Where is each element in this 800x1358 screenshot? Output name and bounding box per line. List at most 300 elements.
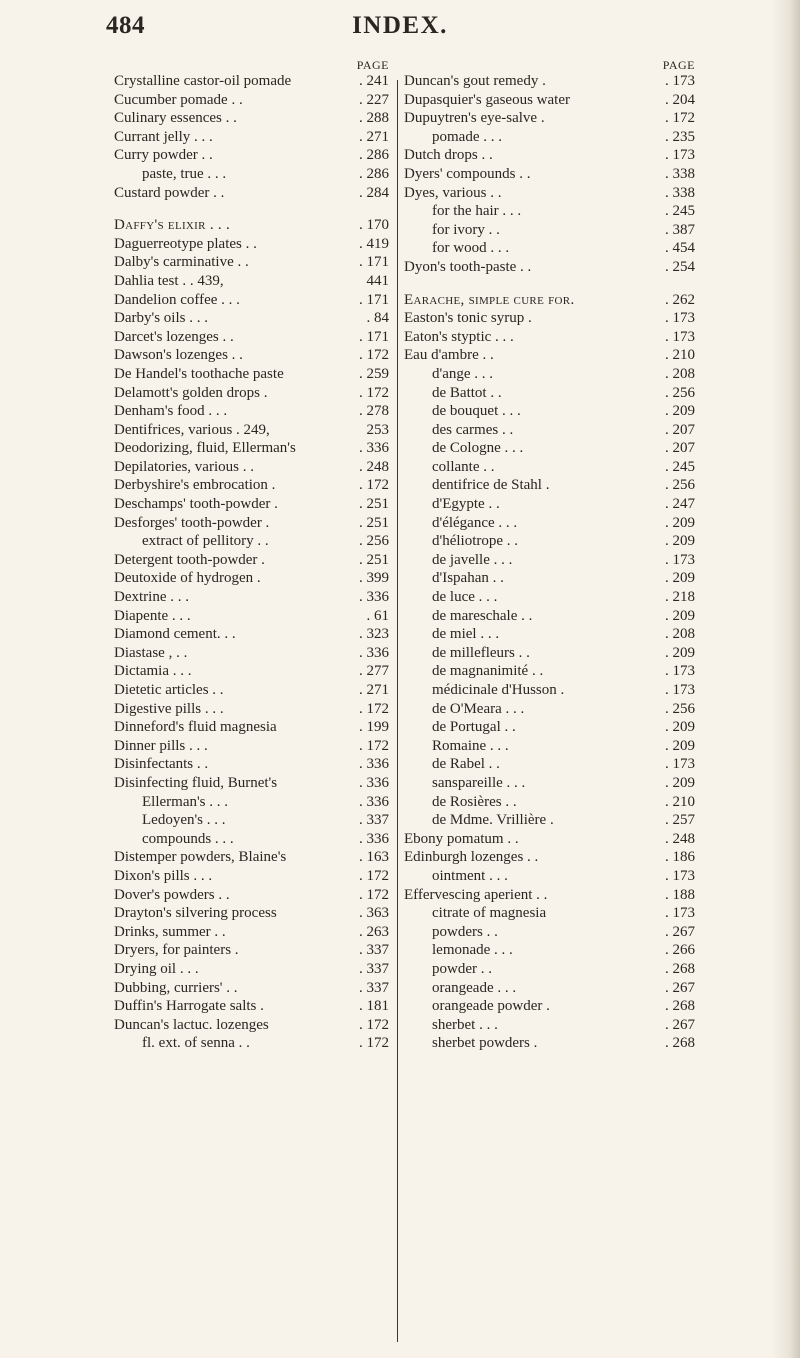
entry-text: des carmes . .	[432, 421, 514, 438]
entry-page-number: . 235	[665, 128, 695, 145]
entry-text: Disinfectants . .	[114, 756, 209, 773]
entry-page-number: . 271	[359, 128, 389, 145]
entry-text: Easton's tonic syrup .	[404, 310, 532, 327]
index-entry	[114, 923, 389, 942]
entry-text: Duncan's gout remedy .	[404, 73, 546, 89]
index-entry	[404, 291, 695, 310]
entry-text: d'ange . . .	[432, 365, 494, 382]
entry-page-number: . 337	[359, 942, 389, 959]
index-entry	[404, 109, 695, 128]
index-entry	[114, 979, 389, 998]
entry-page-number: . 267	[665, 1016, 695, 1033]
index-entry	[404, 979, 695, 998]
entry-text: citrate of magnesia	[432, 905, 547, 922]
entry-page-number: . 209	[665, 570, 695, 587]
entry-page-number: . 245	[665, 458, 695, 475]
index-entry	[404, 1016, 695, 1035]
entry-page-number: . 208	[665, 365, 695, 382]
entry-page-number: . 251	[359, 551, 389, 568]
index-entry	[404, 165, 695, 184]
index-entry	[404, 830, 695, 849]
entry-text: powder . .	[432, 960, 492, 977]
index-entry	[404, 941, 695, 960]
index-entry	[114, 128, 389, 147]
entry-text: Dahlia test . . 439,	[114, 272, 224, 289]
index-entry	[114, 644, 389, 663]
entry-page-number: . 251	[359, 514, 389, 531]
entry-page-number: . 337	[359, 979, 389, 996]
entry-page-number: . 173	[665, 551, 695, 568]
entry-page-number: . 209	[665, 403, 695, 420]
entry-text: for ivory . .	[432, 221, 500, 238]
index-entry	[114, 681, 389, 700]
entry-text: Dawson's lozenges . .	[114, 347, 243, 364]
entry-text: Effervescing aperient . .	[404, 886, 548, 903]
entry-page-number: . 337	[359, 960, 389, 977]
entry-text: Drinks, summer . .	[114, 923, 226, 940]
entry-text: Eau d'ambre . .	[404, 347, 494, 364]
entry-text: for the hair . . .	[432, 203, 522, 220]
entry-text: de millefleurs . .	[432, 644, 530, 661]
index-entry	[404, 514, 695, 533]
entry-page-number: . 336	[359, 440, 389, 457]
entry-text: Ebony pomatum . .	[404, 830, 519, 847]
entry-text: Dalby's carminative . .	[114, 254, 249, 271]
entry-page-number: . 336	[359, 774, 389, 791]
entry-page-number: . 218	[665, 589, 695, 606]
index-entry	[114, 737, 389, 756]
index-entry	[114, 384, 389, 403]
entry-page-number: . 266	[665, 942, 695, 959]
entry-text: pomade . . .	[432, 128, 502, 145]
index-entry	[114, 514, 389, 533]
entry-text: powders . .	[432, 923, 498, 940]
index-entry	[114, 830, 389, 849]
entry-text: Drayton's silvering process	[114, 905, 277, 922]
entry-page-number: . 251	[359, 496, 389, 513]
entry-text: de O'Meara . . .	[432, 700, 525, 717]
entry-text: Dyes, various . .	[404, 184, 502, 201]
entry-text: sherbet powders .	[432, 1035, 538, 1052]
entry-page-number: . 256	[665, 384, 695, 401]
section-gap	[114, 202, 389, 216]
index-entry	[114, 109, 389, 128]
entry-text: d'Egypte . .	[432, 496, 500, 513]
entry-page-number: . 172	[359, 867, 389, 884]
entry-text: Duffin's Harrogate salts .	[114, 998, 264, 1015]
entry-text: Delamott's golden drops .	[114, 384, 268, 401]
entry-page-number: . 172	[359, 347, 389, 364]
index-entry	[404, 848, 695, 867]
entry-page-number: . 173	[665, 328, 695, 345]
entry-page-number: . 254	[665, 258, 695, 275]
entry-page-number: 441	[366, 272, 389, 289]
index-entry	[114, 904, 389, 923]
entry-text: Dentifrices, various . 249,	[114, 421, 270, 438]
entry-page-number: . 268	[665, 960, 695, 977]
entry-text: for wood . . .	[432, 240, 510, 257]
entry-text: orangeade . . .	[432, 979, 517, 996]
entry-page-number: . 336	[359, 756, 389, 773]
index-entry	[404, 476, 695, 495]
entry-text: Distemper powders, Blaine's	[114, 849, 287, 866]
entry-text: Edinburgh lozenges . .	[404, 849, 539, 866]
index-entry	[114, 1016, 389, 1035]
entry-page-number: . 248	[359, 458, 389, 475]
entry-page-number: . 267	[665, 923, 695, 940]
entry-text: de mareschale . .	[432, 607, 533, 624]
entry-page-number: . 173	[665, 73, 695, 89]
entry-page-number: . 181	[359, 998, 389, 1015]
index-entry	[114, 235, 389, 254]
index-entry	[114, 625, 389, 644]
index-entry	[404, 309, 695, 328]
index-entry	[114, 718, 389, 737]
entry-page-number: 253	[366, 421, 389, 438]
index-entry	[114, 346, 389, 365]
entry-page-number: . 209	[665, 533, 695, 550]
entry-text: Eaton's styptic . . .	[404, 328, 514, 345]
entry-page-number: . 241	[359, 73, 389, 89]
index-entry	[404, 681, 695, 700]
entry-text: ointment . . .	[432, 867, 508, 884]
entry-text: Diapente . . .	[114, 607, 191, 624]
running-title: INDEX.	[352, 12, 448, 39]
entry-page-number: . 256	[665, 477, 695, 494]
entry-page-number: . 286	[359, 147, 389, 164]
entry-page-number: . 209	[665, 774, 695, 791]
index-entry	[114, 867, 389, 886]
entry-page-number: . 387	[665, 221, 695, 238]
index-entry	[114, 811, 389, 830]
entry-text: Dandelion coffee . . .	[114, 291, 240, 308]
entry-text: d'Ispahan . .	[432, 570, 504, 587]
entry-text: Detergent tooth-powder .	[114, 551, 265, 568]
entry-page-number: . 172	[359, 737, 389, 754]
entry-page-number: . 454	[665, 240, 695, 257]
entry-page-number: . 173	[665, 756, 695, 773]
index-entry	[114, 755, 389, 774]
entry-page-number: . 170	[359, 217, 389, 234]
index-entry	[404, 607, 695, 626]
entry-text: Desforges' tooth-powder .	[114, 514, 270, 531]
entry-page-number: . 337	[359, 812, 389, 829]
index-entry	[114, 165, 389, 184]
section-gap	[404, 277, 695, 291]
entry-text: de Portugal . .	[432, 719, 516, 736]
entry-text: Dutch drops . .	[404, 147, 493, 164]
entry-page-number: . 278	[359, 403, 389, 420]
index-entry	[114, 886, 389, 905]
index-entry	[404, 774, 695, 793]
entry-text: d'héliotrope . .	[432, 533, 519, 550]
entry-text: Dinner pills . . .	[114, 737, 208, 754]
entry-text: Crystalline castor-oil pomade	[114, 73, 292, 89]
index-entry	[404, 258, 695, 277]
index-entry	[114, 309, 389, 328]
entry-text: Earache, simple cure for.	[404, 291, 575, 308]
index-entry	[114, 848, 389, 867]
page-number: 484	[106, 12, 145, 39]
entry-page-number: . 263	[359, 923, 389, 940]
entry-text: sherbet . . .	[432, 1016, 498, 1033]
entry-page-number: . 336	[359, 589, 389, 606]
entry-page-number: . 171	[359, 291, 389, 308]
entry-text: de Rabel . .	[432, 756, 500, 773]
index-entry	[114, 253, 389, 272]
entry-page-number: . 323	[359, 626, 389, 643]
index-entry	[404, 221, 695, 240]
entry-text: Ledoyen's . . .	[142, 812, 226, 829]
entry-page-number: . 259	[359, 365, 389, 382]
entry-text: Currant jelly . . .	[114, 128, 213, 145]
index-entry	[404, 72, 695, 91]
index-entry	[404, 718, 695, 737]
page-column-label: PAGE	[662, 58, 695, 72]
index-entry	[114, 402, 389, 421]
entry-text: Dover's powders . .	[114, 886, 230, 903]
index-entry	[114, 1034, 389, 1053]
index-entry	[404, 421, 695, 440]
entry-page-number: . 336	[359, 793, 389, 810]
entry-text: Denham's food . . .	[114, 403, 228, 420]
entry-page-number: . 257	[665, 812, 695, 829]
index-entry	[114, 569, 389, 588]
entry-page-number: . 267	[665, 979, 695, 996]
index-entry	[404, 644, 695, 663]
index-entry	[404, 737, 695, 756]
entry-text: lemonade . . .	[432, 942, 513, 959]
index-entry	[404, 439, 695, 458]
entry-page-number: . 209	[665, 607, 695, 624]
index-entry	[404, 904, 695, 923]
index-entry	[114, 421, 389, 440]
index-entry	[114, 532, 389, 551]
entry-page-number: . 284	[359, 184, 389, 201]
entry-page-number: . 209	[665, 737, 695, 754]
index-entry	[114, 439, 389, 458]
index-entry	[404, 532, 695, 551]
index-entry	[114, 146, 389, 165]
index-entry	[404, 184, 695, 203]
entry-text: Disinfecting fluid, Burnet's	[114, 774, 278, 791]
index-entry	[404, 588, 695, 607]
entry-text: Depilatories, various . .	[114, 458, 254, 475]
entry-text: de Battot . .	[432, 384, 502, 401]
entry-page-number: . 207	[665, 421, 695, 438]
entry-page-number: . 271	[359, 682, 389, 698]
entry-text: de Cologne . . .	[432, 440, 524, 457]
entry-text: Culinary essences . .	[114, 110, 237, 127]
entry-text: Dubbing, curriers' . .	[114, 979, 238, 996]
entry-page-number: . 173	[665, 867, 695, 884]
index-entry	[114, 216, 389, 235]
entry-page-number: . 363	[359, 905, 389, 922]
index-entry	[114, 476, 389, 495]
entry-page-number: . 399	[359, 570, 389, 587]
entry-text: Custard powder . .	[114, 184, 225, 201]
entry-text: collante . .	[432, 458, 495, 475]
index-entry	[404, 365, 695, 384]
entry-page-number: . 209	[665, 644, 695, 661]
index-entry	[404, 458, 695, 477]
entry-page-number: . 172	[359, 886, 389, 903]
index-entry	[404, 128, 695, 147]
entry-page-number: . 268	[665, 1035, 695, 1052]
entry-text: Deodorizing, fluid, Ellerman's	[114, 440, 296, 457]
entry-text: de miel . . .	[432, 626, 500, 643]
entry-page-number: . 204	[665, 91, 695, 108]
page-header	[0, 10, 800, 50]
index-entry	[404, 923, 695, 942]
entry-text: Dyon's tooth-paste . .	[404, 258, 532, 275]
index-entry	[114, 607, 389, 626]
entry-page-number: . 84	[366, 310, 389, 327]
index-entry	[114, 774, 389, 793]
entry-page-number: . 209	[665, 719, 695, 736]
entry-page-number: . 186	[665, 849, 695, 866]
entry-page-number: . 268	[665, 998, 695, 1015]
entry-text: Dupasquier's gaseous water	[404, 91, 570, 108]
index-entry	[404, 886, 695, 905]
entry-page-number: . 419	[359, 235, 389, 252]
entry-page-number: . 227	[359, 91, 389, 108]
column-divider	[397, 80, 398, 1342]
entry-page-number: . 171	[359, 328, 389, 345]
index-entry	[404, 997, 695, 1016]
entry-text: fl. ext. of senna . .	[142, 1035, 250, 1052]
entry-text: Daffy's elixir . . .	[114, 217, 231, 234]
entry-page-number: . 199	[359, 719, 389, 736]
entry-page-number: . 173	[665, 310, 695, 327]
entry-page-number: . 163	[359, 849, 389, 866]
index-entry	[114, 997, 389, 1016]
entry-page-number: . 207	[665, 440, 695, 457]
entry-page-number: . 286	[359, 165, 389, 182]
entry-page-number: . 210	[665, 347, 695, 364]
index-entry	[404, 700, 695, 719]
entry-page-number: . 173	[665, 682, 695, 698]
entry-text: Deschamps' tooth-powder .	[114, 496, 278, 513]
entry-text: Romaine . . .	[432, 737, 509, 754]
entry-text: Dupuytren's eye-salve .	[404, 110, 545, 127]
entry-page-number: . 172	[359, 700, 389, 717]
entry-text: De Handel's toothache paste	[114, 365, 284, 382]
entry-page-number: . 173	[665, 905, 695, 922]
entry-text: Dixon's pills . . .	[114, 867, 213, 884]
index-entry	[114, 551, 389, 570]
entry-text: Diamond cement. . .	[114, 626, 236, 643]
index-column-right	[404, 58, 695, 1053]
entry-text: Daguerreotype plates . .	[114, 235, 257, 252]
entry-text: Diastase , . .	[114, 644, 188, 661]
index-entry	[404, 146, 695, 165]
entry-text: Curry powder . .	[114, 147, 213, 164]
entry-text: Dyers' compounds . .	[404, 165, 531, 182]
index-entry	[404, 867, 695, 886]
entry-page-number: . 171	[359, 254, 389, 271]
index-entry	[404, 793, 695, 812]
entry-page-number: . 172	[359, 1016, 389, 1033]
index-entry	[114, 495, 389, 514]
entry-page-number: . 288	[359, 110, 389, 127]
entry-text: Darcet's lozenges . .	[114, 328, 234, 345]
entry-text: Dryers, for painters .	[114, 942, 239, 959]
entry-text: de Mdme. Vrillière .	[432, 812, 554, 829]
entry-text: Digestive pills . . .	[114, 700, 224, 717]
index-entry	[404, 569, 695, 588]
index-entry	[114, 941, 389, 960]
index-entry	[404, 384, 695, 403]
index-entry	[114, 588, 389, 607]
entry-page-number: . 172	[359, 477, 389, 494]
index-entry	[114, 328, 389, 347]
index-entry	[114, 365, 389, 384]
index-entry	[404, 328, 695, 347]
entry-text: Ellerman's . . .	[142, 793, 229, 810]
entry-page-number: . 188	[665, 886, 695, 903]
entry-text: d'élégance . . .	[432, 514, 518, 531]
index-entry	[404, 625, 695, 644]
entry-page-number: . 210	[665, 793, 695, 810]
index-entry	[404, 202, 695, 221]
entry-page-number: . 61	[366, 607, 389, 624]
page-edge-shadow	[772, 0, 800, 1358]
index-entry	[404, 811, 695, 830]
entry-text: paste, true . . .	[142, 165, 227, 182]
entry-page-number: . 338	[665, 165, 695, 182]
index-entry	[404, 346, 695, 365]
index-column-left	[114, 58, 389, 1053]
index-entry	[114, 960, 389, 979]
entry-page-number: . 245	[665, 203, 695, 220]
index-entry	[404, 755, 695, 774]
entry-text: compounds . . .	[142, 830, 234, 847]
entry-text: sanspareille . . .	[432, 774, 526, 791]
entry-text: Cucumber pomade . .	[114, 91, 243, 108]
entry-page-number: . 208	[665, 626, 695, 643]
index-entry	[404, 551, 695, 570]
entry-text: Drying oil . . .	[114, 960, 199, 977]
entry-text: de bouquet . . .	[432, 403, 521, 420]
entry-text: dentifrice de Stahl .	[432, 477, 550, 494]
entry-text: Darby's oils . . .	[114, 310, 208, 327]
entry-page-number: . 173	[665, 147, 695, 164]
entry-page-number: . 172	[665, 110, 695, 127]
entry-page-number: . 172	[359, 384, 389, 401]
index-entry	[114, 91, 389, 110]
entry-text: médicinale d'Husson .	[432, 682, 565, 698]
entry-page-number: . 256	[359, 533, 389, 550]
entry-page-number: . 338	[665, 184, 695, 201]
entry-text: Derbyshire's embrocation .	[114, 477, 276, 494]
entry-text: orangeade powder .	[432, 998, 550, 1015]
entry-page-number: . 256	[665, 700, 695, 717]
index-entry	[404, 239, 695, 258]
index-entry	[404, 960, 695, 979]
index-entry	[114, 700, 389, 719]
entry-text: extract of pellitory . .	[142, 533, 269, 550]
index-entry	[404, 1034, 695, 1053]
page-column-label: PAGE	[356, 58, 389, 72]
index-entry	[114, 662, 389, 681]
index-entry	[114, 793, 389, 812]
index-entry	[114, 291, 389, 310]
entry-page-number: . 173	[665, 663, 695, 680]
entry-text: Dextrine . . .	[114, 589, 189, 606]
entry-page-number: . 248	[665, 830, 695, 847]
entry-text: de Rosières . .	[432, 793, 517, 810]
